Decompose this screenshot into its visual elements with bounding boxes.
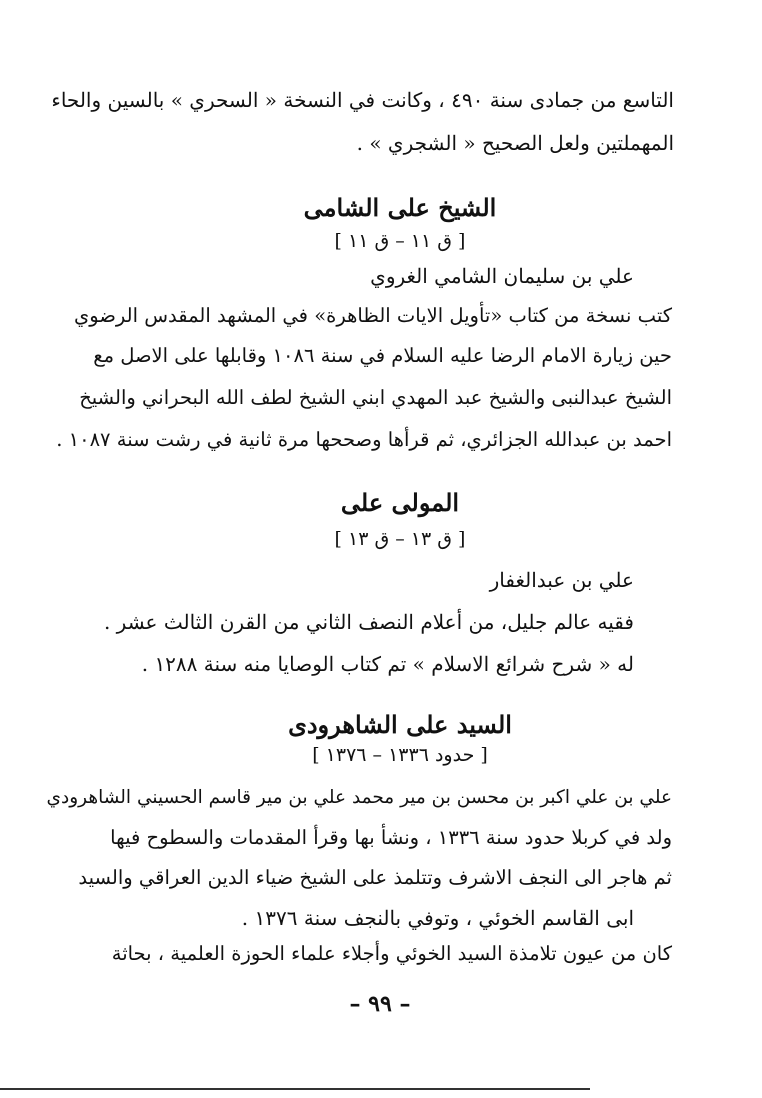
- entry-heading: السيد على الشاهرودى: [288, 710, 512, 739]
- entry-name-line: علي بن سليمان الشامي الغروي: [370, 264, 634, 288]
- entry-text-line: احمد بن عبدالله الجزائري، ثم قرأها وصححها مرة ثانية في رشت سنة ١٠٨٧ .: [56, 428, 672, 451]
- entry-text-line: ابى القاسم الخوئي ، وتوفي بالنجف سنة ١٣٧٦ .: [241, 906, 634, 930]
- entry-text-line: الشيخ عبدالنبى والشيخ عبد المهدي ابني الشيخ لطف الله البحراني والشيخ: [79, 386, 672, 409]
- intro-line: التاسع من جمادى سنة ٤٩٠ ، وكانت في النسخة « السحري » بالسين والحاء: [51, 88, 674, 112]
- entry-text-line: حين زيارة الامام الرضا عليه السلام في سنة ١٠٨٦ وقابلها على الاصل مع: [93, 344, 672, 367]
- entry-text-line: كتب نسخة من كتاب «تأويل الايات الظاهرة» في المشهد المقدس الرضوي: [74, 304, 672, 327]
- entry-name-line: علي بن علي اكبر بن محسن بن مير محمد علي بن مير قاسم الحسيني الشاهرودي: [46, 787, 672, 808]
- entry-dates: [ ق ١٣ – ق ١٣ ]: [334, 528, 466, 550]
- entry-text-line: ثم هاجر الى النجف الاشرف وتتلمذ على الشيخ ضياء الدين العراقي والسيد: [78, 866, 672, 889]
- entry-heading: المولى على: [340, 488, 460, 517]
- entry-text-line: ولد في كربلا حدود سنة ١٣٣٦ ، ونشأ بها وقرأ المقدمات والسطوح فيها: [110, 826, 672, 849]
- intro-line: المهملتين ولعل الصحيح « الشجري » .: [356, 131, 674, 155]
- entry-dates: [ حدود ١٣٣٦ – ١٣٧٦ ]: [312, 744, 488, 766]
- entry-text-line: له « شرح شرائع الاسلام » تم كتاب الوصايا منه سنة ١٢٨٨ .: [141, 652, 634, 676]
- entry-text-line: فقيه عالم جليل، من أعلام النصف الثاني من القرن الثالث عشر .: [103, 610, 634, 634]
- entry-dates: [ ق ١١ – ق ١١ ]: [334, 230, 466, 252]
- entry-text-line: كان من عيون تلامذة السيد الخوئي وأجلاء علماء الحوزة العلمية ، بحاثة: [111, 942, 672, 965]
- page-number: – ٩٩ –: [349, 991, 411, 1017]
- entry-heading: الشيخ على الشامى: [303, 193, 497, 222]
- entry-name-line: علي بن عبدالغفار: [489, 568, 634, 592]
- bottom-rule: [0, 1088, 590, 1090]
